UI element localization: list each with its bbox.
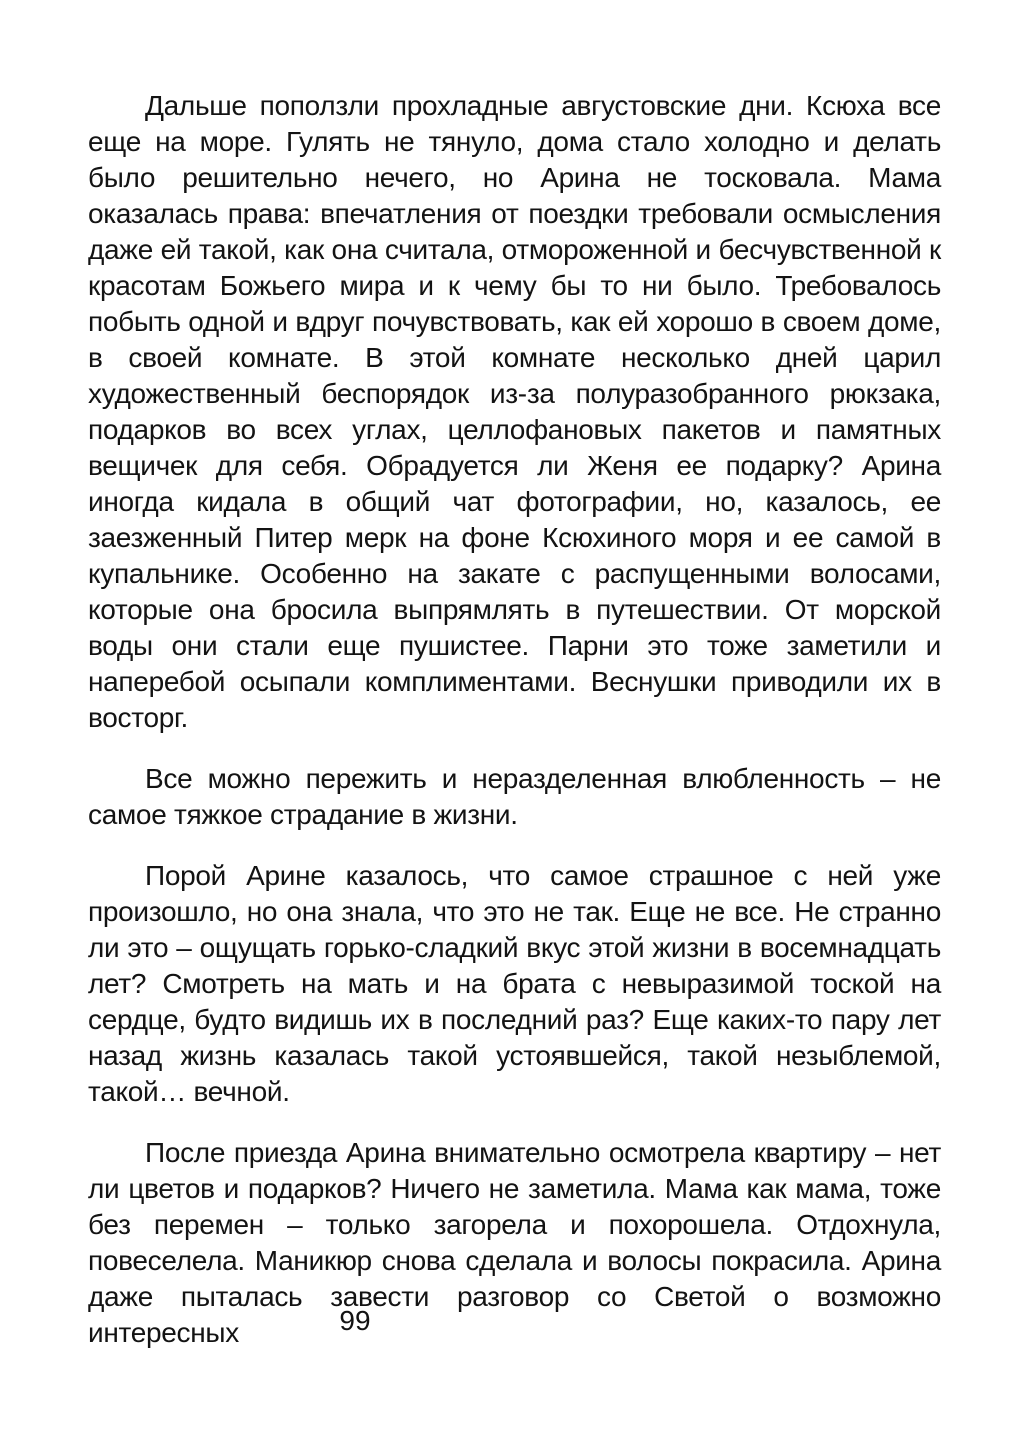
body-text xyxy=(88,88,941,1376)
paragraph: Все можно пережить и неразделенная влюбленность – не самое тяжкое страдание в жизни. xyxy=(88,763,941,830)
paragraph: Порой Арине казалось, что самое страшное с ней уже произошло, но она знала, что это не так. Еще не все. Не странно ли это – ощущать горько-сладкий вкус этой жизни в восемнадцать лет? Смотреть на мать и на брата с невыразимой тоской на сердце, будто видишь их в последний раз? Еще каких-то пару лет назад жизнь казалась такой устоявшейся, такой незыблемой, такой… вечной. xyxy=(88,860,941,1107)
page-number: 99 xyxy=(339,1305,371,1336)
paragraph: После приезда Арина внимательно осмотрела квартиру – нет ли цветов и подарков? Ничего не заметила. Мама как мама, тоже без перемен – только загорела и похорошела. Отдохнула, повеселела. Маникюр снова сделала и волосы покрасила. Арина даже пыталась завести разговор со Светой о возможно интересных xyxy=(88,1137,941,1348)
paragraph: Дальше поползли прохладные августовские дни. Ксюха все еще на море. Гулять не тянуло, дома стало холодно и делать было решительно нечего, но Арина не тосковала. Мама оказалась права: впечатления от поездки требовали осмысления даже ей такой, как она считала, отмороженной и бесчувственной к красотам Божьего мира и к чему бы то ни было. Требовалось побыть одной и вдруг почувствовать, как ей хорошо в своем доме, в своей комнате. В этой комнате несколько дней царил художественный беспорядок из-за полуразобранного рюкзака, подарков во всех углах, целлофановых пакетов и памятных вещичек для себя. Обрадуется ли Женя ее подарку? Арина иногда кидала в общий чат фотографии, но, казалось, ее заезженный Питер мерк на фоне Ксюхиного моря и ее самой в купальнике. Особенно на закате с распущенными волосами, которые она бросила выпрямлять в путешествии. От морской воды они стали еще пушистее. Парни это тоже заметили и наперебой осыпали комплиментами. Веснушки приводили их в восторг. xyxy=(88,90,941,733)
